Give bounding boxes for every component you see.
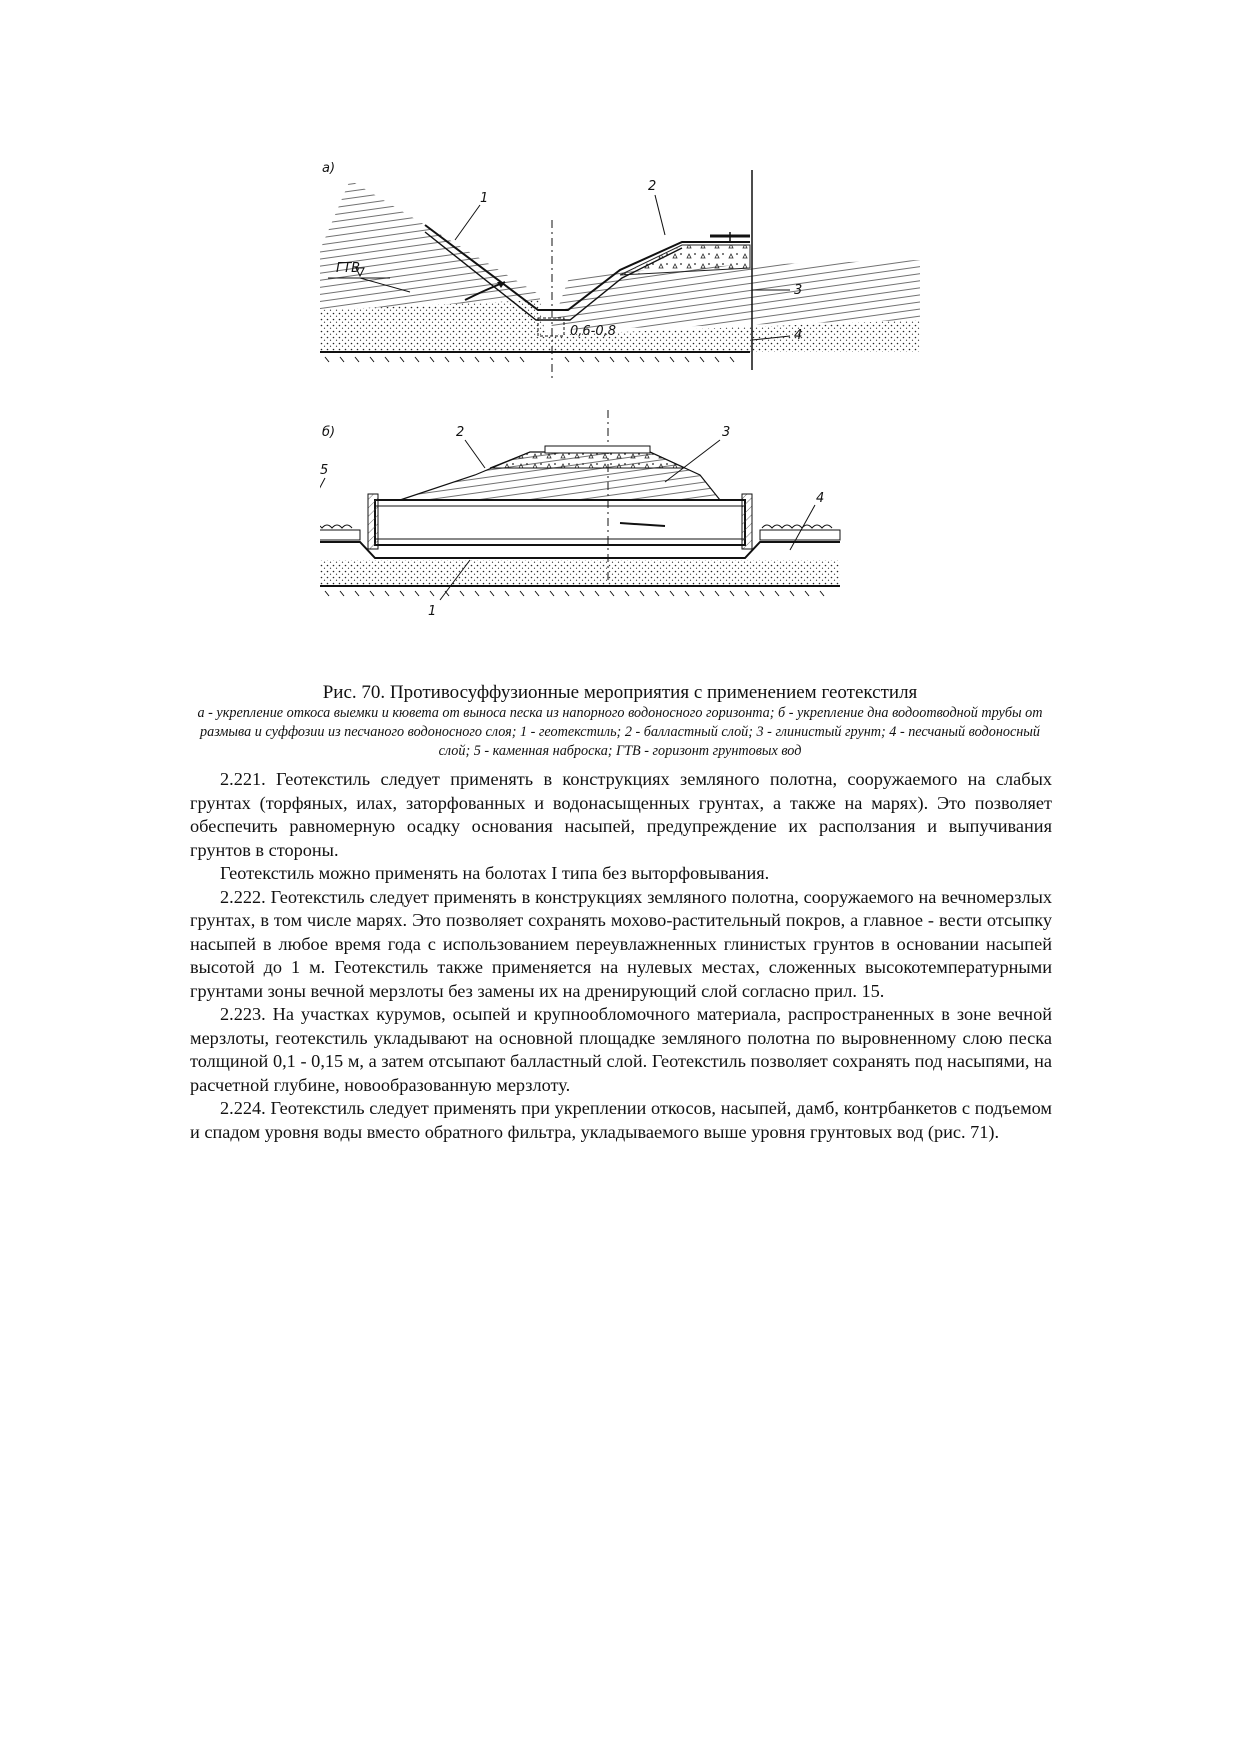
dimension-label: 0,6-0,8 (570, 324, 617, 339)
a-callout-4: 4 (794, 328, 803, 343)
a-callout-3: 3 (794, 283, 803, 298)
figure-70 (320, 150, 940, 660)
paragraph-2-224: 2.224. Геотекстиль следует применять при укреплении откосов, насыпей, дамб, контрбанкетов с подъемом и спадом уровня воды вместо обратного фильтра, укладываемого выше уровня грунтовых вод (рис. 71). (190, 1098, 1052, 1142)
body-text (190, 768, 1052, 1144)
b-callout-3: 3 (722, 425, 731, 440)
paragraph-bogs: Геотекстиль можно применять на болотах I типа без выторфовывания. (220, 863, 770, 883)
gtv-label: ГТВ (336, 261, 361, 276)
b-callout-2: 2 (456, 425, 465, 440)
panel-b-drawing (320, 410, 840, 619)
b-callout-4: 4 (816, 491, 825, 506)
panel-a-drawing (320, 161, 920, 380)
paragraph-2-223: 2.223. На участках курумов, осыпей и крупнообломочного материала, распространенных в зоне вечной мерзлоты, геотекстиль укладывают на основной площадке земляного полотна по выровненному слою песка толщиной 0,1 - 0,15 м, а затем отсыпают балластный слой. Геотекстиль позволяет сохранять под насыпями, на расчетной глубине, новообразованную мерзлоту. (190, 1004, 1052, 1095)
panel-a-label: а) (322, 161, 336, 176)
figure-caption-title: Рис. 70. Противосуффузионные мероприятия с применением геотекстиля (322, 682, 918, 703)
panel-b-label: б) (322, 425, 336, 440)
paragraph-2-221: 2.221. Геотекстиль следует применять в конструкциях земляного полотна, сооружаемого на слабых грунтах (торфяных, илах, заторфованных и водонасыщенных грунтах, а также на марях). Это позволяет обеспечить равномерную осадку основания насыпей, предупреждение их расползания и выпучивания грунтов в стороны. (190, 769, 1052, 860)
a-callout-1: 1 (480, 191, 489, 206)
paragraph-2-222: 2.222. Геотекстиль следует применять в конструкциях земляного полотна, сооружаемого на вечномерзлых грунтах, в том числе марях. Это позволяет сохранять мохово-растительный покров, а главное - вести отсыпку насыпей в любое время года с использованием переувлажненных глинистых грунтов в основании насыпей высотой до 1 м. Геотекстиль также применяется на нулевых местах, сложенных высокотемпературными грунтами зоны вечной мерзлоты без замены их на дренирующий слой согласно прил. 15. (190, 886, 1052, 1001)
b-callout-1: 1 (428, 604, 437, 619)
figure-caption-legend: а - укрепление откоса выемки и кювета от выноса песка из напорного водоносного горизонта; б - укрепление дна водоотводной трубы от размыва и суффозии из песчаного водоносного слоя; 1 - геотекстиль; 2 - балластный слой; 3 - глинистый грунт; 4 - песчаный водоносный слой; 5 - каменная наброска; ГТВ - горизонт грунтовых вод (197, 705, 1043, 759)
a-callout-2: 2 (648, 179, 657, 194)
b-callout-5: 5 (320, 463, 329, 478)
